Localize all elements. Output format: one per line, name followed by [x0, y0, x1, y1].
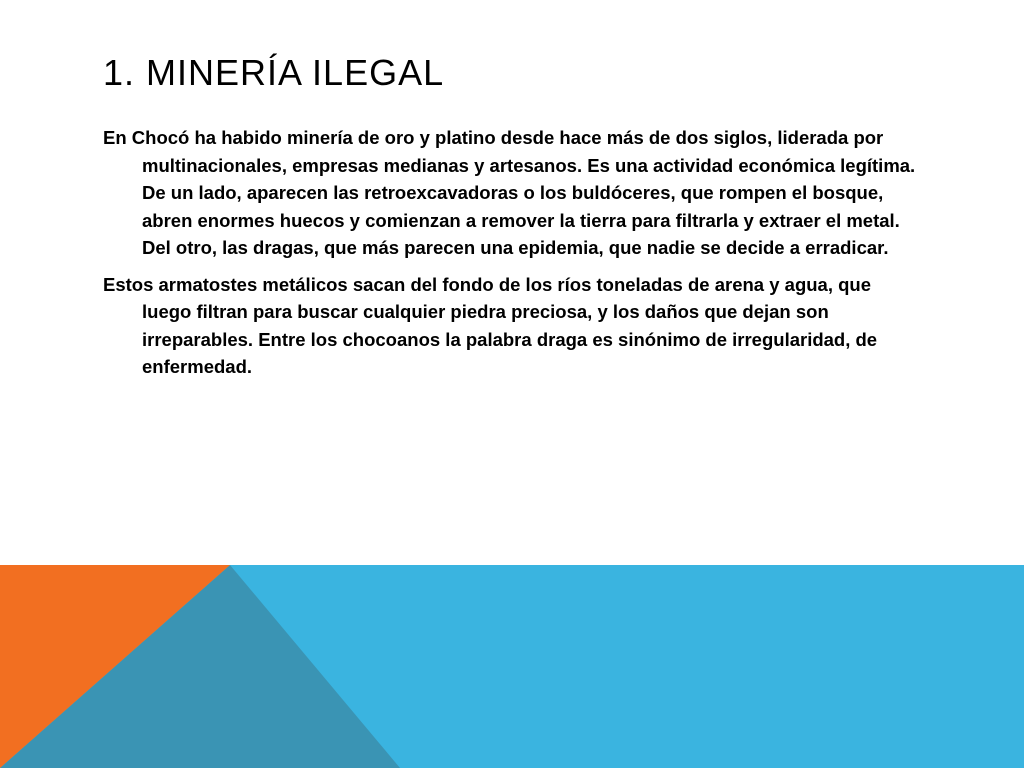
- paragraph-1: En Chocó ha habido minería de oro y platino desde hace más de dos siglos, liderada por multinacionales, empresas medianas y artesanos. Es una actividad económica legítima. De un lado, aparecen las retroexcavadoras o los buldóceres, que rompen el bosque, abren enormes huecos y comienzan a remover la tierra para filtrarla y extraer el metal. Del otro, las dragas, que más parecen una epidemia, que nadie se decide a erradicar.: [103, 127, 916, 258]
- paragraph-2: Estos armatostes metálicos sacan del fondo de los ríos toneladas de arena y agua, que luego filtran para buscar cualquier piedra preciosa, y los daños que dejan son irreparables. Entre los chocoanos la palabra draga es sinónimo de irregularidad, de enfermedad.: [103, 273, 878, 377]
- slide-title: 1. MINERÍA ILEGAL: [103, 52, 445, 93]
